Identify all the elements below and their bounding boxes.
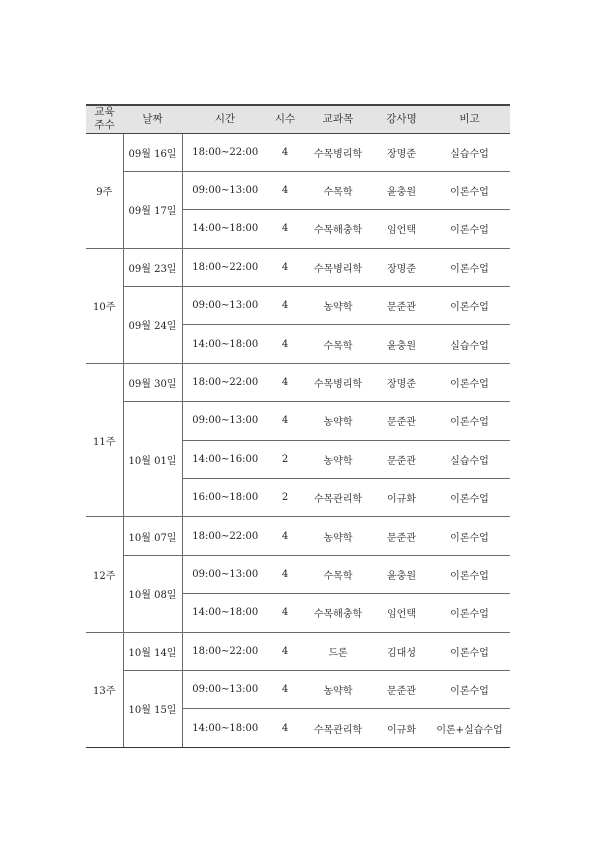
instructor-cell: 문준관: [374, 287, 429, 325]
instructor-cell: 이규화: [374, 479, 429, 517]
time-cell: 09:00∼13:00: [182, 287, 268, 325]
subject-cell: 수목관리학: [302, 479, 374, 517]
hours-cell: 4: [268, 594, 302, 632]
note-cell: 이론수업: [429, 670, 510, 708]
header-instructor: 강사명: [374, 105, 429, 133]
note-cell: 이론수업: [429, 248, 510, 286]
time-cell: 14:00∼18:00: [182, 210, 268, 248]
header-note: 비고: [429, 105, 510, 133]
table-row: [86, 555, 510, 593]
week-cell: 10주: [86, 248, 123, 363]
note-cell: 이론수업: [429, 594, 510, 632]
instructor-cell: 임언택: [374, 594, 429, 632]
time-cell: 09:00∼13:00: [182, 555, 268, 593]
time-cell: 14:00∼16:00: [182, 440, 268, 478]
subject-cell: 드론: [302, 632, 374, 670]
table-row: [86, 287, 510, 325]
hours-cell: 4: [268, 632, 302, 670]
table-row: [86, 670, 510, 708]
hours-cell: 4: [268, 248, 302, 286]
subject-cell: 농약학: [302, 402, 374, 440]
schedule-table: [86, 104, 510, 748]
instructor-cell: 김대성: [374, 632, 429, 670]
table-row: [86, 171, 510, 209]
date-cell: 10월 07일: [123, 517, 182, 555]
week-cell: 12주: [86, 517, 123, 632]
hours-cell: 2: [268, 479, 302, 517]
hours-cell: 4: [268, 670, 302, 708]
time-cell: 14:00∼18:00: [182, 709, 268, 747]
table-row: [86, 363, 510, 401]
table-row: [86, 402, 510, 440]
note-cell: 실습수업: [429, 133, 510, 171]
date-cell: 09월 24일: [123, 287, 182, 364]
subject-cell: 농약학: [302, 517, 374, 555]
header-hours: 시수: [268, 105, 302, 133]
subject-cell: 농약학: [302, 287, 374, 325]
date-cell: 09월 30일: [123, 363, 182, 401]
date-cell: 10월 08일: [123, 555, 182, 632]
note-cell: 이론수업: [429, 287, 510, 325]
hours-cell: 4: [268, 171, 302, 209]
hours-cell: 4: [268, 287, 302, 325]
subject-cell: 농약학: [302, 440, 374, 478]
time-cell: 18:00∼22:00: [182, 363, 268, 401]
subject-cell: 수목학: [302, 171, 374, 209]
header-week: 교육 주수: [86, 105, 123, 133]
note-cell: 이론수업: [429, 210, 510, 248]
hours-cell: 4: [268, 325, 302, 363]
date-cell: 09월 16일: [123, 133, 182, 171]
note-cell: 이론수업: [429, 555, 510, 593]
week-cell: 9주: [86, 133, 123, 248]
instructor-cell: 윤충원: [374, 555, 429, 593]
subject-cell: 수목학: [302, 325, 374, 363]
note-cell: 이론수업: [429, 402, 510, 440]
time-cell: 18:00∼22:00: [182, 133, 268, 171]
date-cell: 09월 23일: [123, 248, 182, 286]
table-row: [86, 248, 510, 286]
hours-cell: 4: [268, 709, 302, 747]
time-cell: 18:00∼22:00: [182, 248, 268, 286]
week-cell: 11주: [86, 363, 123, 517]
week-cell: 13주: [86, 632, 123, 747]
instructor-cell: 문준관: [374, 440, 429, 478]
instructor-cell: 문준관: [374, 670, 429, 708]
subject-cell: 수목학: [302, 555, 374, 593]
note-cell: 실습수업: [429, 440, 510, 478]
subject-cell: 수목해충학: [302, 594, 374, 632]
instructor-cell: 임언택: [374, 210, 429, 248]
time-cell: 09:00∼13:00: [182, 670, 268, 708]
table-row: [86, 133, 510, 171]
note-cell: 실습수업: [429, 325, 510, 363]
date-cell: 10월 14일: [123, 632, 182, 670]
date-cell: 09월 17일: [123, 171, 182, 248]
hours-cell: 4: [268, 555, 302, 593]
note-cell: 이론수업: [429, 363, 510, 401]
hours-cell: 4: [268, 210, 302, 248]
hours-cell: 2: [268, 440, 302, 478]
subject-cell: 수목병리학: [302, 133, 374, 171]
instructor-cell: 윤충원: [374, 171, 429, 209]
hours-cell: 4: [268, 517, 302, 555]
note-cell: 이론수업: [429, 517, 510, 555]
note-cell: 이론수업: [429, 171, 510, 209]
instructor-cell: 장명준: [374, 248, 429, 286]
subject-cell: 수목해충학: [302, 210, 374, 248]
date-cell: 10월 15일: [123, 670, 182, 747]
hours-cell: 4: [268, 402, 302, 440]
subject-cell: 수목병리학: [302, 248, 374, 286]
subject-cell: 수목병리학: [302, 363, 374, 401]
table-row: [86, 632, 510, 670]
header-subject: 교과목: [302, 105, 374, 133]
time-cell: 14:00∼18:00: [182, 325, 268, 363]
instructor-cell: 문준관: [374, 517, 429, 555]
hours-cell: 4: [268, 363, 302, 401]
table-row: [86, 517, 510, 555]
instructor-cell: 장명준: [374, 363, 429, 401]
header-time: 시간: [182, 105, 268, 133]
table-body: [86, 133, 510, 747]
time-cell: 18:00∼22:00: [182, 632, 268, 670]
date-cell: 10월 01일: [123, 402, 182, 517]
table-header: [86, 105, 510, 133]
instructor-cell: 윤충원: [374, 325, 429, 363]
header-row: [86, 105, 510, 133]
subject-cell: 수목관리학: [302, 709, 374, 747]
header-date: 날짜: [123, 105, 182, 133]
note-cell: 이론+실습수업: [429, 709, 510, 747]
hours-cell: 4: [268, 133, 302, 171]
instructor-cell: 장명준: [374, 133, 429, 171]
note-cell: 이론수업: [429, 479, 510, 517]
time-cell: 14:00∼18:00: [182, 594, 268, 632]
time-cell: 09:00∼13:00: [182, 171, 268, 209]
note-cell: 이론수업: [429, 632, 510, 670]
time-cell: 16:00∼18:00: [182, 479, 268, 517]
instructor-cell: 문준관: [374, 402, 429, 440]
instructor-cell: 이규화: [374, 709, 429, 747]
time-cell: 09:00∼13:00: [182, 402, 268, 440]
time-cell: 18:00∼22:00: [182, 517, 268, 555]
subject-cell: 농약학: [302, 670, 374, 708]
